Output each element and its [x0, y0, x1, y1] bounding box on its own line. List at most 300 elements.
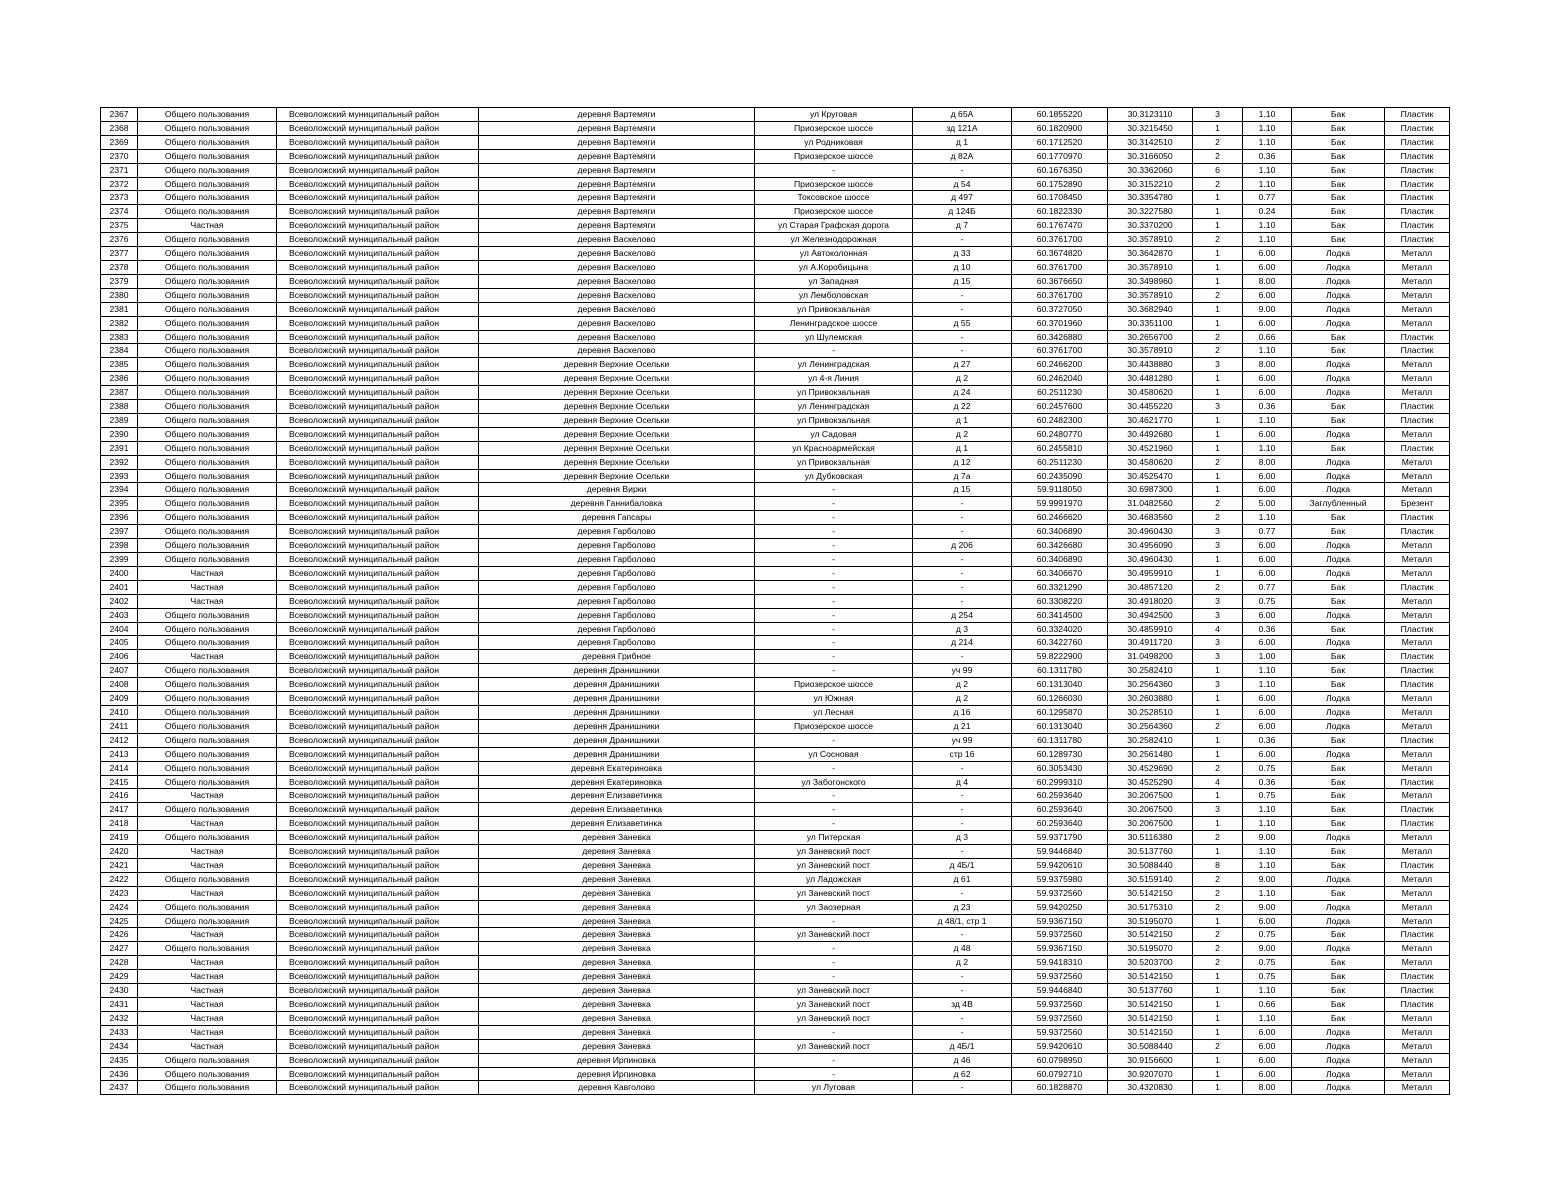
cell-longitude: 31.0498200: [1108, 650, 1193, 664]
cell-row-number: 2382: [101, 316, 138, 330]
cell-district: Всеволожский муниципальный район: [277, 358, 479, 372]
cell-material: Металл: [1385, 274, 1450, 288]
cell-volume: 0.24: [1243, 205, 1292, 219]
cell-volume: 1.10: [1243, 108, 1292, 122]
cell-latitude: 60.3414500: [1012, 608, 1108, 622]
cell-longitude: 30.3166050: [1108, 149, 1193, 163]
cell-latitude: 60.1820900: [1012, 121, 1108, 135]
cell-longitude: 30.5142150: [1108, 998, 1193, 1012]
cell-container-count: 4: [1193, 775, 1243, 789]
cell-row-number: 2430: [101, 984, 138, 998]
cell-settlement: деревня Васкелово: [479, 274, 755, 288]
cell-longitude: 30.2582410: [1108, 664, 1193, 678]
cell-row-number: 2402: [101, 594, 138, 608]
cell-house: -: [913, 984, 1012, 998]
cell-container-type: Лодка: [1292, 469, 1385, 483]
cell-street: ул Южная: [755, 692, 913, 706]
table-row: [101, 413, 1450, 427]
cell-material: Пластик: [1385, 858, 1450, 872]
cell-house: д 206: [913, 539, 1012, 553]
cell-material: Металл: [1385, 1039, 1450, 1053]
cell-material: Металл: [1385, 288, 1450, 302]
cell-house: д 21: [913, 719, 1012, 733]
cell-ownership-type: Общего пользования: [138, 733, 277, 747]
cell-ownership-type: Общего пользования: [138, 942, 277, 956]
table-row: [101, 845, 1450, 859]
cell-house: д 46: [913, 1053, 1012, 1067]
table-row: [101, 984, 1450, 998]
cell-container-type: Бак: [1292, 664, 1385, 678]
cell-district: Всеволожский муниципальный район: [277, 566, 479, 580]
cell-ownership-type: Частная: [138, 1011, 277, 1025]
cell-district: Всеволожский муниципальный район: [277, 719, 479, 733]
cell-house: д 1: [913, 135, 1012, 149]
cell-material: Металл: [1385, 692, 1450, 706]
cell-ownership-type: Частная: [138, 858, 277, 872]
cell-ownership-type: Общего пользования: [138, 455, 277, 469]
cell-container-type: Лодка: [1292, 1025, 1385, 1039]
cell-row-number: 2410: [101, 705, 138, 719]
cell-district: Всеволожский муниципальный район: [277, 441, 479, 455]
cell-row-number: 2375: [101, 219, 138, 233]
cell-row-number: 2411: [101, 719, 138, 733]
cell-container-count: 1: [1193, 733, 1243, 747]
cell-row-number: 2428: [101, 956, 138, 970]
cell-ownership-type: Общего пользования: [138, 386, 277, 400]
cell-longitude: 30.2564360: [1108, 719, 1193, 733]
cell-longitude: 30.2603880: [1108, 692, 1193, 706]
table-row: [101, 705, 1450, 719]
cell-ownership-type: Общего пользования: [138, 664, 277, 678]
cell-longitude: 30.4525290: [1108, 775, 1193, 789]
cell-latitude: 60.2455810: [1012, 441, 1108, 455]
cell-district: Всеволожский муниципальный район: [277, 692, 479, 706]
cell-container-type: Бак: [1292, 803, 1385, 817]
cell-material: Пластик: [1385, 525, 1450, 539]
cell-settlement: деревня Вартемяги: [479, 177, 755, 191]
cell-latitude: 59.9372560: [1012, 1025, 1108, 1039]
cell-district: Всеволожский муниципальный район: [277, 205, 479, 219]
cell-container-type: Бак: [1292, 135, 1385, 149]
cell-row-number: 2393: [101, 469, 138, 483]
cell-latitude: 60.3053430: [1012, 761, 1108, 775]
cell-ownership-type: Общего пользования: [138, 413, 277, 427]
cell-latitude: 59.9372560: [1012, 970, 1108, 984]
cell-container-count: 1: [1193, 372, 1243, 386]
cell-container-type: Бак: [1292, 984, 1385, 998]
cell-longitude: 30.4492680: [1108, 427, 1193, 441]
cell-longitude: 30.5142150: [1108, 1025, 1193, 1039]
cell-ownership-type: Общего пользования: [138, 678, 277, 692]
cell-container-count: 2: [1193, 886, 1243, 900]
cell-ownership-type: Общего пользования: [138, 469, 277, 483]
cell-longitude: 30.3123110: [1108, 108, 1193, 122]
cell-latitude: 60.2462040: [1012, 372, 1108, 386]
cell-material: Пластик: [1385, 650, 1450, 664]
cell-ownership-type: Общего пользования: [138, 427, 277, 441]
table-row: [101, 831, 1450, 845]
cell-house: д 48: [913, 942, 1012, 956]
cell-volume: 0.36: [1243, 622, 1292, 636]
cell-latitude: 60.3321290: [1012, 580, 1108, 594]
cell-settlement: деревня Заневка: [479, 1011, 755, 1025]
table-row: [101, 692, 1450, 706]
cell-house: д 3: [913, 831, 1012, 845]
cell-district: Всеволожский муниципальный район: [277, 664, 479, 678]
table-row: [101, 205, 1450, 219]
cell-house: -: [913, 163, 1012, 177]
cell-ownership-type: Общего пользования: [138, 636, 277, 650]
cell-house: д 4: [913, 775, 1012, 789]
cell-street: ул Родниковая: [755, 135, 913, 149]
cell-volume: 1.10: [1243, 845, 1292, 859]
cell-longitude: 30.3578910: [1108, 288, 1193, 302]
cell-ownership-type: Частная: [138, 845, 277, 859]
cell-street: Приозерское шоссе: [755, 205, 913, 219]
cell-volume: 6.00: [1243, 566, 1292, 580]
cell-ownership-type: Общего пользования: [138, 775, 277, 789]
cell-volume: 1.10: [1243, 511, 1292, 525]
cell-latitude: 59.8222900: [1012, 650, 1108, 664]
cell-settlement: деревня Заневка: [479, 956, 755, 970]
cell-container-type: Бак: [1292, 163, 1385, 177]
table-row: [101, 1025, 1450, 1039]
cell-district: Всеволожский муниципальный район: [277, 914, 479, 928]
cell-district: Всеволожский муниципальный район: [277, 247, 479, 261]
cell-house: -: [913, 761, 1012, 775]
cell-ownership-type: Частная: [138, 956, 277, 970]
cell-latitude: 60.1295870: [1012, 705, 1108, 719]
cell-settlement: деревня Гарболово: [479, 539, 755, 553]
cell-house: д 1: [913, 413, 1012, 427]
cell-latitude: 60.2593640: [1012, 817, 1108, 831]
cell-settlement: деревня Дранишники: [479, 678, 755, 692]
cell-district: Всеволожский муниципальный район: [277, 622, 479, 636]
cell-container-type: Бак: [1292, 525, 1385, 539]
cell-volume: 6.00: [1243, 1053, 1292, 1067]
cell-latitude: 60.3324020: [1012, 622, 1108, 636]
cell-container-count: 1: [1193, 205, 1243, 219]
table-row: [101, 358, 1450, 372]
cell-container-count: 1: [1193, 984, 1243, 998]
cell-volume: 1.10: [1243, 163, 1292, 177]
cell-volume: 6.00: [1243, 469, 1292, 483]
cell-container-type: Лодка: [1292, 1067, 1385, 1081]
cell-longitude: 30.4956090: [1108, 539, 1193, 553]
cell-material: Пластик: [1385, 233, 1450, 247]
cell-material: Металл: [1385, 539, 1450, 553]
cell-street: ул Заозерная: [755, 900, 913, 914]
cell-ownership-type: Частная: [138, 566, 277, 580]
cell-house: -: [913, 302, 1012, 316]
cell-container-count: 2: [1193, 455, 1243, 469]
cell-ownership-type: Общего пользования: [138, 608, 277, 622]
cell-latitude: 60.1313040: [1012, 678, 1108, 692]
table-row: [101, 247, 1450, 261]
cell-district: Всеволожский муниципальный район: [277, 400, 479, 414]
cell-container-count: 2: [1193, 288, 1243, 302]
cell-district: Всеволожский муниципальный район: [277, 1025, 479, 1039]
cell-row-number: 2404: [101, 622, 138, 636]
cell-street: ул Забогонского: [755, 775, 913, 789]
cell-street: ул Автоколонная: [755, 247, 913, 261]
cell-district: Всеволожский муниципальный район: [277, 817, 479, 831]
cell-street: ул Старая Графская дорога: [755, 219, 913, 233]
cell-container-count: 2: [1193, 831, 1243, 845]
cell-settlement: деревня Верхние Осельки: [479, 427, 755, 441]
cell-longitude: 30.4960430: [1108, 525, 1193, 539]
cell-district: Всеволожский муниципальный район: [277, 789, 479, 803]
cell-container-type: Бак: [1292, 622, 1385, 636]
cell-longitude: 30.9156600: [1108, 1053, 1193, 1067]
cell-district: Всеволожский муниципальный район: [277, 177, 479, 191]
cell-ownership-type: Общего пользования: [138, 900, 277, 914]
cell-settlement: деревня Вартемяги: [479, 191, 755, 205]
cell-row-number: 2434: [101, 1039, 138, 1053]
cell-street: -: [755, 942, 913, 956]
table-row: [101, 998, 1450, 1012]
cell-container-type: Бак: [1292, 970, 1385, 984]
cell-container-type: Бак: [1292, 191, 1385, 205]
cell-longitude: 30.2582410: [1108, 733, 1193, 747]
cell-latitude: 60.3761700: [1012, 288, 1108, 302]
cell-container-count: 1: [1193, 386, 1243, 400]
cell-container-type: Бак: [1292, 761, 1385, 775]
cell-street: -: [755, 594, 913, 608]
cell-settlement: деревня Гарболово: [479, 525, 755, 539]
cell-street: Ленинградское шоссе: [755, 316, 913, 330]
cell-row-number: 2413: [101, 747, 138, 761]
cell-street: -: [755, 803, 913, 817]
cell-house: -: [913, 566, 1012, 580]
cell-row-number: 2376: [101, 233, 138, 247]
cell-row-number: 2424: [101, 900, 138, 914]
cell-row-number: 2377: [101, 247, 138, 261]
cell-street: ул Лесная: [755, 705, 913, 719]
cell-settlement: деревня Гарболово: [479, 580, 755, 594]
cell-street: -: [755, 789, 913, 803]
cell-longitude: 30.3578910: [1108, 344, 1193, 358]
table-row: [101, 1053, 1450, 1067]
cell-container-count: 1: [1193, 789, 1243, 803]
cell-container-count: 2: [1193, 872, 1243, 886]
cell-house: -: [913, 817, 1012, 831]
table-row: [101, 233, 1450, 247]
table-row: [101, 483, 1450, 497]
cell-container-count: 1: [1193, 260, 1243, 274]
cell-material: Пластик: [1385, 413, 1450, 427]
cell-street: ул Заневский пост: [755, 858, 913, 872]
cell-material: Металл: [1385, 1011, 1450, 1025]
cell-container-type: Бак: [1292, 233, 1385, 247]
cell-district: Всеволожский муниципальный район: [277, 928, 479, 942]
cell-settlement: деревня Васкелово: [479, 344, 755, 358]
cell-street: -: [755, 970, 913, 984]
cell-ownership-type: Общего пользования: [138, 177, 277, 191]
cell-container-count: 1: [1193, 316, 1243, 330]
cell-district: Всеволожский муниципальный район: [277, 483, 479, 497]
cell-container-count: 2: [1193, 580, 1243, 594]
cell-ownership-type: Общего пользования: [138, 302, 277, 316]
cell-container-count: 3: [1193, 400, 1243, 414]
cell-ownership-type: Общего пользования: [138, 288, 277, 302]
cell-material: Металл: [1385, 956, 1450, 970]
cell-latitude: 60.2593640: [1012, 789, 1108, 803]
cell-house: -: [913, 233, 1012, 247]
cell-volume: 1.10: [1243, 984, 1292, 998]
cell-house: -: [913, 650, 1012, 664]
cell-longitude: 30.5203700: [1108, 956, 1193, 970]
cell-house: -: [913, 330, 1012, 344]
cell-settlement: деревня Гапсары: [479, 511, 755, 525]
cell-street: -: [755, 497, 913, 511]
cell-street: Приозерское шоссе: [755, 177, 913, 191]
cell-row-number: 2398: [101, 539, 138, 553]
cell-latitude: 60.2457600: [1012, 400, 1108, 414]
cell-settlement: деревня Верхние Осельки: [479, 372, 755, 386]
cell-material: Металл: [1385, 1053, 1450, 1067]
cell-material: Металл: [1385, 455, 1450, 469]
cell-settlement: деревня Дранишники: [479, 692, 755, 706]
table-row: [101, 678, 1450, 692]
cell-street: -: [755, 761, 913, 775]
cell-row-number: 2429: [101, 970, 138, 984]
cell-street: ул Привокзальная: [755, 455, 913, 469]
cell-container-count: 2: [1193, 135, 1243, 149]
cell-district: Всеволожский муниципальный район: [277, 636, 479, 650]
cell-container-count: 1: [1193, 427, 1243, 441]
table-row: [101, 622, 1450, 636]
cell-street: -: [755, 956, 913, 970]
cell-longitude: 30.3498960: [1108, 274, 1193, 288]
cell-longitude: 30.4960430: [1108, 553, 1193, 567]
cell-street: ул Сосновая: [755, 747, 913, 761]
cell-latitude: 60.1311780: [1012, 733, 1108, 747]
cell-container-count: 1: [1193, 1067, 1243, 1081]
cell-district: Всеволожский муниципальный район: [277, 288, 479, 302]
cell-street: -: [755, 1067, 913, 1081]
cell-ownership-type: Частная: [138, 817, 277, 831]
cell-street: Приозерское шоссе: [755, 678, 913, 692]
cell-latitude: 60.1311780: [1012, 664, 1108, 678]
cell-district: Всеволожский муниципальный район: [277, 330, 479, 344]
cell-longitude: 30.5142150: [1108, 1011, 1193, 1025]
cell-street: ул Заневский пост: [755, 984, 913, 998]
cell-container-type: Лодка: [1292, 747, 1385, 761]
cell-settlement: деревня Вартемяги: [479, 108, 755, 122]
cell-latitude: 59.9991970: [1012, 497, 1108, 511]
cell-settlement: деревня Елизаветинка: [479, 817, 755, 831]
cell-street: -: [755, 733, 913, 747]
table-row: [101, 191, 1450, 205]
table-row: [101, 553, 1450, 567]
cell-longitude: 30.4683560: [1108, 511, 1193, 525]
cell-material: Пластик: [1385, 108, 1450, 122]
cell-settlement: деревня Заневка: [479, 1039, 755, 1053]
cell-longitude: 30.3578910: [1108, 260, 1193, 274]
cell-house: д 2: [913, 372, 1012, 386]
table-row: [101, 664, 1450, 678]
cell-material: Металл: [1385, 372, 1450, 386]
cell-latitude: 60.3701960: [1012, 316, 1108, 330]
cell-ownership-type: Общего пользования: [138, 260, 277, 274]
table-row: [101, 1067, 1450, 1081]
cell-container-count: 2: [1193, 942, 1243, 956]
cell-longitude: 30.4320830: [1108, 1081, 1193, 1095]
cell-row-number: 2392: [101, 455, 138, 469]
cell-street: ул Привокзальная: [755, 302, 913, 316]
cell-longitude: 30.3370200: [1108, 219, 1193, 233]
cell-house: д 15: [913, 483, 1012, 497]
cell-ownership-type: Общего пользования: [138, 121, 277, 135]
cell-container-type: Лодка: [1292, 1053, 1385, 1067]
cell-material: Металл: [1385, 845, 1450, 859]
cell-longitude: 30.5142150: [1108, 970, 1193, 984]
cell-house: д 214: [913, 636, 1012, 650]
cell-container-type: Лодка: [1292, 942, 1385, 956]
cell-container-count: 1: [1193, 705, 1243, 719]
cell-house: д 62: [913, 1067, 1012, 1081]
cell-ownership-type: Общего пользования: [138, 1067, 277, 1081]
cell-house: -: [913, 1081, 1012, 1095]
cell-material: Металл: [1385, 1081, 1450, 1095]
cell-latitude: 59.9420250: [1012, 900, 1108, 914]
cell-container-count: 1: [1193, 219, 1243, 233]
cell-volume: 9.00: [1243, 872, 1292, 886]
cell-district: Всеволожский муниципальный район: [277, 469, 479, 483]
cell-ownership-type: Частная: [138, 998, 277, 1012]
cell-material: Пластик: [1385, 219, 1450, 233]
cell-house: д 497: [913, 191, 1012, 205]
cell-volume: 1.10: [1243, 344, 1292, 358]
cell-district: Всеволожский муниципальный район: [277, 121, 479, 135]
cell-container-count: 1: [1193, 817, 1243, 831]
cell-ownership-type: Общего пользования: [138, 372, 277, 386]
table-row: [101, 455, 1450, 469]
cell-settlement: деревня Гарболово: [479, 566, 755, 580]
containers-table: [100, 107, 1450, 1095]
cell-ownership-type: Общего пользования: [138, 497, 277, 511]
cell-house: д 7: [913, 219, 1012, 233]
cell-volume: 6.00: [1243, 636, 1292, 650]
cell-latitude: 60.2593640: [1012, 803, 1108, 817]
cell-latitude: 60.3761700: [1012, 233, 1108, 247]
cell-row-number: 2435: [101, 1053, 138, 1067]
cell-volume: 6.00: [1243, 1039, 1292, 1053]
cell-district: Всеволожский муниципальный район: [277, 803, 479, 817]
cell-house: -: [913, 553, 1012, 567]
cell-container-count: 2: [1193, 511, 1243, 525]
cell-material: Металл: [1385, 427, 1450, 441]
cell-district: Всеволожский муниципальный район: [277, 372, 479, 386]
table-row: [101, 886, 1450, 900]
cell-street: -: [755, 664, 913, 678]
cell-street: ул Заневский пост: [755, 928, 913, 942]
cell-container-type: Лодка: [1292, 483, 1385, 497]
cell-row-number: 2387: [101, 386, 138, 400]
cell-container-count: 8: [1193, 858, 1243, 872]
cell-ownership-type: Частная: [138, 580, 277, 594]
cell-district: Всеволожский муниципальный район: [277, 942, 479, 956]
cell-container-type: Бак: [1292, 344, 1385, 358]
table-row: [101, 441, 1450, 455]
cell-settlement: деревня Заневка: [479, 900, 755, 914]
table-row: [101, 497, 1450, 511]
cell-settlement: деревня Вирки: [479, 483, 755, 497]
cell-settlement: деревня Вартемяги: [479, 135, 755, 149]
cell-settlement: деревня Васкелово: [479, 260, 755, 274]
cell-ownership-type: Общего пользования: [138, 622, 277, 636]
